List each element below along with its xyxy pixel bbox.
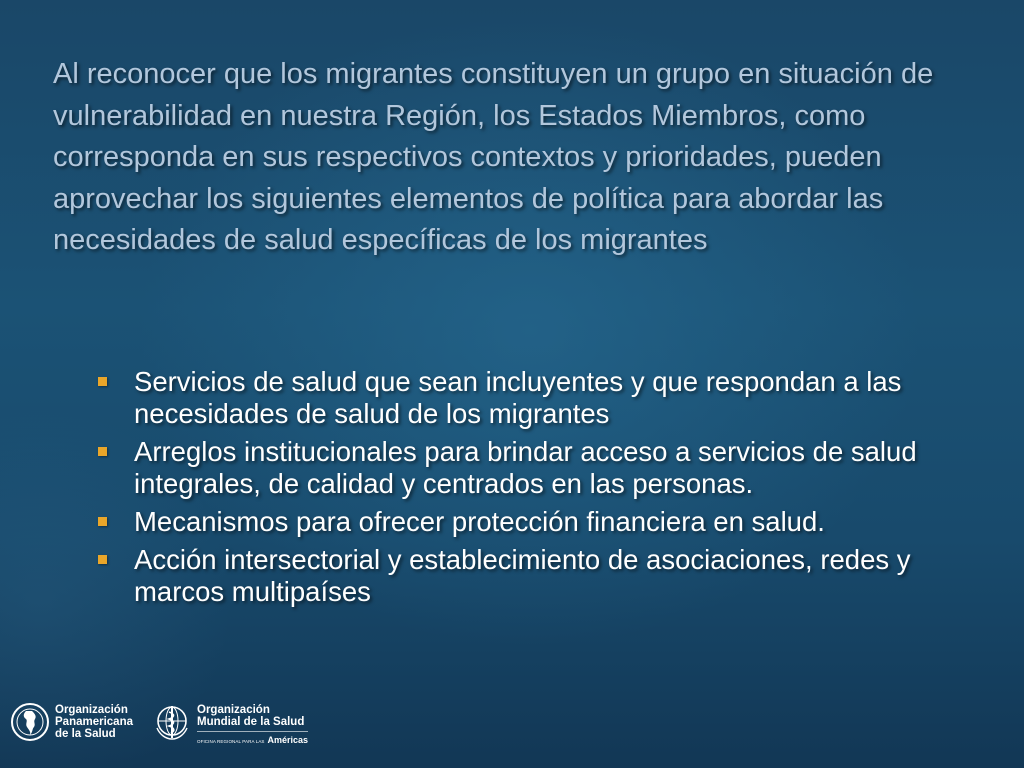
bullet-item bbox=[96, 506, 976, 538]
paho-name-line: de la Salud bbox=[55, 728, 116, 740]
who-name bbox=[197, 704, 308, 748]
bullet-text: Servicios de salud que sean incluyentes y que respondan a las necesidades de salud de los migrantes bbox=[134, 366, 902, 429]
bullet-item bbox=[96, 544, 976, 608]
bullet-marker-icon bbox=[98, 517, 107, 526]
bullet-text: Arreglos institucionales para brindar acceso a servicios de salud integrales, de calidad y centrados en las personas. bbox=[134, 436, 917, 499]
bullet-text: Acción intersectorial y establecimiento de asociaciones, redes y marcos multipaíses bbox=[134, 544, 911, 607]
who-name-line: Organización bbox=[197, 704, 270, 716]
who-office-label: OFICINA REGIONAL PARA LAS bbox=[197, 739, 265, 744]
paho-logo bbox=[10, 702, 133, 742]
bullet-marker-icon bbox=[98, 447, 107, 456]
who-name-line: Mundial de la Salud bbox=[197, 716, 305, 728]
paho-emblem-icon bbox=[10, 702, 50, 742]
footer-logos bbox=[10, 698, 310, 758]
bullet-item bbox=[96, 436, 976, 500]
paho-name-line: Panamericana bbox=[55, 716, 133, 728]
who-region-label: Américas bbox=[267, 735, 309, 745]
bullet-item bbox=[96, 366, 976, 430]
who-emblem-icon bbox=[152, 702, 192, 742]
who-logo bbox=[152, 702, 308, 748]
intro-paragraph: Al reconocer que los migrantes constituyen un grupo en situación de vulnerabilidad en nuestra Región, los Estados Miembros, como corresponda en sus respectivos contextos y prioridades, pueden aprovechar los siguientes elementos de política para abordar las necesidades de salud específicas de los migrantes bbox=[53, 58, 934, 256]
paho-name bbox=[55, 704, 133, 740]
bullet-text: Mecanismos para ofrecer protección financiera en salud. bbox=[134, 506, 825, 537]
bullet-marker-icon bbox=[98, 377, 107, 386]
who-regional-office bbox=[197, 731, 308, 748]
bullet-marker-icon bbox=[98, 555, 107, 564]
bullet-list bbox=[96, 366, 976, 614]
paho-name-line: Organización bbox=[55, 704, 128, 716]
